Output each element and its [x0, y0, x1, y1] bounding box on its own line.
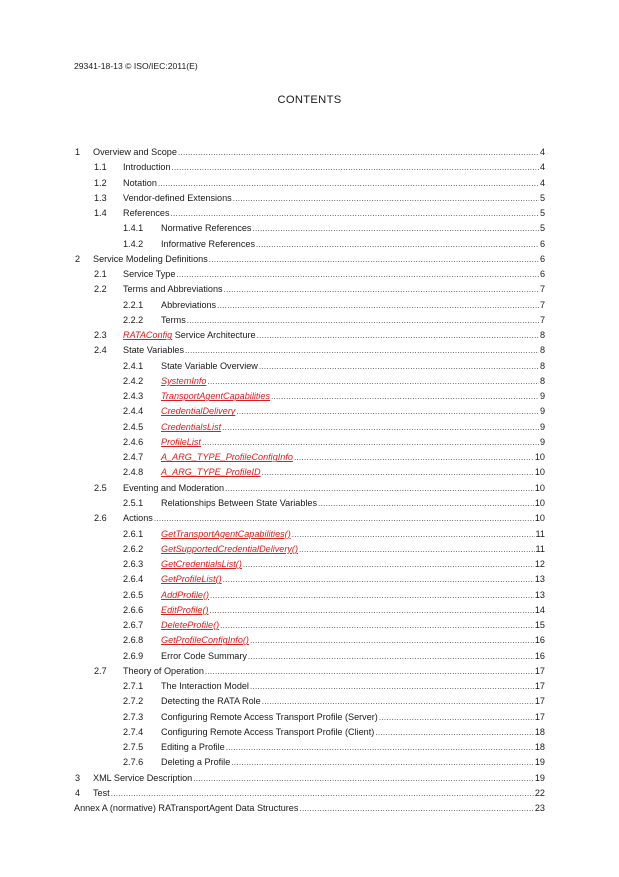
toc-entry[interactable] — [94, 344, 545, 357]
toc-dot-leader — [294, 451, 534, 464]
toc-entry[interactable] — [123, 299, 545, 312]
toc-dot-leader — [225, 482, 534, 495]
toc-page-number: 7 — [539, 299, 545, 310]
toc-page-number: 16 — [534, 650, 545, 661]
toc-entry[interactable] — [123, 680, 545, 693]
toc-entry-title — [161, 436, 201, 449]
toc-entry-number: 2.6.1 — [123, 528, 144, 539]
toc-dot-leader — [172, 161, 539, 174]
toc-entry-number: 4 — [75, 787, 81, 798]
toc-entry-title — [123, 268, 175, 281]
toc-entry-title — [161, 558, 242, 571]
toc-entry-title — [74, 802, 298, 815]
toc-dot-leader — [250, 680, 534, 693]
toc-entry-link[interactable]: GetProfileConfigInfo() — [161, 635, 249, 646]
toc-entry-number: 2 — [75, 253, 81, 264]
toc-entry[interactable] — [123, 451, 545, 464]
toc-entry-text: XML Service Description — [93, 772, 193, 783]
toc-dot-leader — [171, 207, 539, 220]
toc-entry-number: 1.4 — [94, 208, 107, 219]
toc-entry[interactable] — [94, 207, 545, 220]
toc-page-number: 8 — [539, 375, 545, 386]
toc-dot-leader — [262, 695, 534, 708]
toc-dot-leader — [210, 604, 534, 617]
toc-dot-leader — [250, 634, 534, 647]
toc-entry-text: Error Code Summary — [161, 650, 247, 661]
toc-entry-title — [161, 756, 230, 769]
toc-entry-link[interactable]: EditProfile() — [161, 604, 209, 615]
toc-entry-title — [161, 222, 251, 235]
toc-entry[interactable] — [123, 619, 545, 632]
toc-entry-number: 1.2 — [94, 177, 107, 188]
toc-entry-title — [161, 528, 291, 541]
toc-page-number: 22 — [534, 787, 545, 798]
toc-entry-link[interactable]: AddProfile() — [161, 589, 210, 600]
toc-dot-leader — [256, 238, 539, 251]
toc-page-number: 17 — [534, 711, 545, 722]
toc-entry-text: Vendor-defined Extensions — [123, 192, 232, 203]
toc-entry-number: 2.7 — [94, 665, 107, 676]
toc-entry-title — [161, 360, 258, 373]
toc-page-number: 4 — [539, 177, 545, 188]
toc-entry-link[interactable]: A_ARG_TYPE_ProfileID — [161, 467, 261, 478]
toc-entry-text: Detecting the RATA Role — [161, 696, 261, 707]
toc-entry-number: 2.4.8 — [123, 467, 144, 478]
toc-entry-text: Terms and Abbreviations — [123, 284, 223, 295]
toc-entry-title — [161, 405, 235, 418]
toc-entry-number: 2.7.3 — [123, 711, 144, 722]
toc-entry[interactable] — [123, 528, 545, 541]
toc-page-number: 17 — [534, 696, 545, 707]
toc-page-number: 9 — [539, 421, 545, 432]
toc-entry[interactable] — [123, 650, 545, 663]
toc-page-number: 7 — [539, 284, 545, 295]
toc-page-number: 8 — [539, 330, 545, 341]
toc-entry-title — [123, 207, 170, 220]
toc-entry[interactable] — [123, 390, 545, 403]
toc-entry[interactable] — [123, 589, 545, 602]
toc-entry[interactable] — [94, 268, 545, 281]
toc-dot-leader — [243, 558, 534, 571]
toc-page-number: 15 — [534, 620, 545, 631]
toc-entry-title — [161, 726, 374, 739]
toc-entry[interactable] — [94, 329, 545, 342]
toc-entry-number: 2.7.6 — [123, 757, 144, 768]
toc-entry[interactable] — [75, 772, 545, 785]
toc-entry-text: Service Type — [123, 269, 176, 280]
toc-entry-title — [161, 299, 216, 312]
toc-page-number: 6 — [539, 253, 545, 264]
toc-page-number: 19 — [534, 772, 545, 783]
toc-entry-title — [123, 512, 153, 525]
toc-entry-number: 1 — [75, 147, 81, 157]
toc-entry-number: 2.6.4 — [123, 574, 144, 585]
toc-entry-title — [161, 589, 209, 602]
toc-dot-leader — [222, 421, 539, 434]
toc-entry-text: Notation — [123, 177, 157, 188]
document-header: 29341-18-13 © ISO/IEC:2011(E) — [74, 61, 198, 71]
toc-page-number: 23 — [534, 803, 545, 814]
toc-page-number: 10 — [534, 497, 545, 508]
toc-entry-title — [161, 543, 298, 556]
toc-entry[interactable] — [123, 375, 545, 388]
toc-page-number: 7 — [539, 314, 545, 325]
toc-entry-number: 2.2.2 — [123, 314, 144, 325]
toc-entry-number: 2.6.9 — [123, 650, 144, 661]
toc-entry[interactable] — [123, 314, 545, 327]
toc-dot-leader — [231, 756, 534, 769]
toc-entry-number: 2.6.8 — [123, 635, 144, 646]
toc-page-number: 4 — [539, 162, 545, 173]
toc-entry-number: 2.7.4 — [123, 726, 144, 737]
toc-entry-title — [93, 253, 208, 266]
toc-page-number: 4 — [539, 147, 545, 157]
toc-dot-leader — [217, 299, 539, 312]
toc-entry[interactable] — [123, 421, 545, 434]
toc-entry[interactable] — [123, 238, 545, 251]
toc-entry-title — [161, 497, 317, 510]
toc-entry-text: Normative References — [161, 223, 252, 234]
toc-entry[interactable] — [94, 283, 545, 296]
toc-entry-text: Informative References — [161, 238, 256, 249]
toc-dot-leader — [236, 405, 539, 418]
toc-page-number: 10 — [534, 467, 545, 478]
toc-dot-leader — [233, 192, 539, 205]
toc-entry[interactable] — [94, 192, 545, 205]
toc-page-number: 10 — [534, 452, 545, 463]
toc-dot-leader — [202, 436, 539, 449]
toc-entry-link[interactable]: ProfileList — [161, 436, 201, 447]
toc-entry[interactable] — [123, 711, 545, 724]
toc-dot-leader — [226, 741, 534, 754]
toc-dot-leader — [111, 787, 534, 800]
toc-page-number: 11 — [535, 543, 545, 554]
toc-page-number: 8 — [539, 345, 545, 356]
toc-entry-text: Abbreviations — [161, 299, 217, 310]
toc-entry[interactable] — [123, 756, 545, 769]
toc-entry-link[interactable]: GetCredentialsList() — [161, 559, 242, 570]
toc-entry-number: 2.2.1 — [123, 299, 144, 310]
toc-page-number: 11 — [535, 528, 545, 539]
toc-entry-number: 2.4.2 — [123, 375, 144, 386]
toc-entry-text: Overview and Scope — [93, 147, 177, 157]
toc-page-number: 5 — [539, 192, 545, 203]
toc-dot-leader — [252, 222, 538, 235]
toc-entry[interactable] — [123, 695, 545, 708]
toc-dot-leader — [299, 543, 535, 556]
toc-entry-title — [161, 695, 261, 708]
toc-dot-leader — [299, 802, 533, 815]
toc-entry[interactable] — [123, 543, 545, 556]
toc-entry-text: Service Modeling Definitions — [93, 253, 208, 264]
toc-entry[interactable] — [94, 161, 545, 174]
toc-entry-title — [123, 283, 223, 296]
toc-entry-number: 1.3 — [94, 192, 107, 203]
toc-entry-title — [161, 451, 293, 464]
toc-entry[interactable] — [74, 802, 545, 815]
toc-entry-number: 2.7.2 — [123, 696, 144, 707]
toc-page-number: 10 — [534, 482, 545, 493]
toc-entry-title — [161, 466, 261, 479]
toc-entry-number: 2.5 — [94, 482, 107, 493]
toc-dot-leader — [205, 665, 534, 678]
toc-entry-number: 2.4.6 — [123, 436, 144, 447]
toc-dot-leader — [220, 619, 534, 632]
toc-page-number: 13 — [534, 589, 545, 600]
toc-dot-leader — [262, 466, 534, 479]
toc-entry-number: 2.4 — [94, 345, 107, 356]
toc-dot-leader — [379, 711, 534, 724]
toc-dot-leader — [208, 375, 539, 388]
toc-entry-title — [161, 314, 186, 327]
toc-entry-number: 2.6 — [94, 513, 107, 524]
toc-entry-title — [93, 787, 110, 800]
toc-entry-number: 2.6.6 — [123, 604, 144, 615]
toc-entry-text: State Variable Overview — [161, 360, 258, 371]
toc-entry-number: 1.1 — [94, 162, 107, 173]
toc-entry-text: Test — [93, 787, 110, 798]
toc-entry-text: Eventing and Moderation — [123, 482, 225, 493]
toc-dot-leader — [187, 314, 539, 327]
toc-entry-title — [123, 665, 204, 678]
toc-entry[interactable] — [123, 405, 545, 418]
toc-entry-link[interactable]: RATAConfig — [123, 330, 173, 341]
toc-entry-number: 2.4.4 — [123, 406, 144, 417]
page-title: CONTENTS — [277, 94, 342, 106]
toc-entry-number: 1.4.1 — [123, 223, 144, 234]
toc-entry-number: 2.6.7 — [123, 620, 144, 631]
toc-entry-title — [123, 344, 184, 357]
toc-entry-text: Configuring Remote Access Transport Profile (Client) — [161, 726, 375, 737]
toc-entry[interactable] — [75, 146, 545, 159]
toc-entry[interactable] — [75, 253, 545, 266]
toc-dot-leader — [193, 772, 534, 785]
toc-dot-leader — [158, 177, 539, 190]
toc-entry-number: 2.6.3 — [123, 559, 144, 570]
toc-page-number: 5 — [539, 208, 545, 219]
toc-entry-text: References — [123, 208, 170, 219]
toc-entry-link[interactable]: CredentialsList — [161, 421, 222, 432]
toc-entry-text: Configuring Remote Access Transport Profile (Server) — [161, 711, 378, 722]
toc-entry-number: 2.7.1 — [123, 681, 144, 692]
toc-entry[interactable] — [123, 741, 545, 754]
toc-entry-title — [123, 161, 171, 174]
toc-entry-number: 2.1 — [94, 269, 107, 280]
toc-page-number: 8 — [539, 360, 545, 371]
toc-entry[interactable] — [123, 726, 545, 739]
toc-dot-leader — [209, 253, 539, 266]
toc-dot-leader — [224, 283, 539, 296]
toc-entry-title — [93, 772, 192, 785]
toc-dot-leader — [375, 726, 534, 739]
toc-entry-text: Relationships Between State Variables — [161, 497, 318, 508]
toc-dot-leader — [185, 344, 539, 357]
toc-entry-text: Annex A (normative) RATransportAgent Data Structures — [74, 803, 299, 814]
toc-entry[interactable] — [123, 497, 545, 510]
toc-entry-number: 2.4.1 — [123, 360, 144, 371]
toc-page-number: 18 — [534, 726, 545, 737]
toc-page-number: 9 — [539, 391, 545, 402]
toc-page-number: 6 — [539, 238, 545, 249]
toc-entry-title — [123, 482, 224, 495]
toc-entry-title — [123, 177, 157, 190]
toc-entry[interactable] — [123, 222, 545, 235]
toc-page-number: 9 — [539, 406, 545, 417]
toc-entry-link[interactable]: GetProfileList() — [161, 574, 222, 585]
toc-entry-number: 2.2 — [94, 284, 107, 295]
toc-page-number: 5 — [539, 223, 545, 234]
toc-entry[interactable] — [94, 665, 545, 678]
toc-entry-title — [161, 711, 378, 724]
toc-page-number: 19 — [534, 757, 545, 768]
toc-entry[interactable] — [123, 604, 545, 617]
toc-dot-leader — [176, 268, 539, 281]
toc-page-number: 14 — [534, 604, 545, 615]
toc-entry-text: State Variables — [123, 345, 184, 356]
toc-page-number: 10 — [534, 513, 545, 524]
toc-entry-number: 2.6.5 — [123, 589, 144, 600]
toc-entry-number: 3 — [75, 772, 81, 783]
toc-page-number: 6 — [539, 269, 545, 280]
toc-entry-text: Service Architecture — [172, 330, 256, 341]
toc-dot-leader — [257, 329, 539, 342]
toc-entry-text: Theory of Operation — [123, 665, 204, 676]
toc-entry-link[interactable]: GetSupportedCredentialDelivery() — [161, 543, 298, 554]
toc-dot-leader — [259, 360, 539, 373]
toc-dot-leader — [223, 573, 534, 586]
toc-entry-title — [161, 375, 207, 388]
toc-entry-title — [161, 680, 249, 693]
toc-entry-link[interactable]: SystemInfo — [161, 375, 207, 386]
toc-entry-title — [93, 146, 177, 159]
toc-page-number: 16 — [534, 635, 545, 646]
toc-page-number: 17 — [534, 665, 545, 676]
toc-entry-number: 2.5.1 — [123, 497, 144, 508]
toc-page-number: 13 — [534, 574, 545, 585]
toc-page-number: 9 — [539, 436, 545, 447]
toc-entry[interactable] — [123, 466, 545, 479]
toc-entry[interactable] — [94, 177, 545, 190]
toc-entry[interactable] — [123, 573, 545, 586]
toc-entry-link[interactable]: CredentialDelivery — [161, 406, 236, 417]
toc-entry-link[interactable]: DeleteProfile() — [161, 620, 220, 631]
toc-entry[interactable] — [123, 558, 545, 571]
toc-entry[interactable] — [94, 512, 545, 525]
toc-entry-link[interactable]: A_ARG_TYPE_ProfileConfigInfo — [161, 452, 293, 463]
toc-entry-text: Actions — [123, 513, 153, 524]
toc-dot-leader — [292, 528, 535, 541]
toc-entry-number: 2.6.2 — [123, 543, 144, 554]
toc-dot-leader — [271, 390, 539, 403]
toc-entry-text: Introduction — [123, 162, 171, 173]
toc-page-number: 18 — [534, 742, 545, 753]
toc-entry[interactable] — [94, 482, 545, 495]
toc-dot-leader — [154, 512, 534, 525]
toc-entry[interactable] — [123, 360, 545, 373]
toc-entry-title — [161, 650, 247, 663]
toc-entry-link[interactable]: TransportAgentCapabilities — [161, 391, 271, 402]
toc-entry-number: 1.4.2 — [123, 238, 144, 249]
toc-entry-text: Deleting a Profile — [161, 757, 231, 768]
toc-entry-title — [161, 604, 209, 617]
toc-entry-number: 2.4.5 — [123, 421, 144, 432]
toc-entry-number: 2.3 — [94, 330, 107, 341]
toc-entry-title — [161, 390, 270, 403]
toc-page-number: 12 — [534, 559, 545, 570]
toc-entry-title — [161, 741, 225, 754]
toc-entry-link[interactable]: GetTransportAgentCapabilities() — [161, 528, 291, 539]
toc-entry-number: 2.4.3 — [123, 391, 144, 402]
toc-dot-leader — [178, 146, 539, 159]
toc-entry-number: 2.7.5 — [123, 742, 144, 753]
toc-page-number: 17 — [534, 681, 545, 692]
toc-entry-text: Terms — [161, 314, 186, 325]
toc-entry-title — [123, 329, 256, 342]
toc-entry[interactable] — [75, 787, 545, 800]
toc-entry-title — [161, 238, 255, 251]
toc-entry-title — [123, 192, 232, 205]
toc-entry-text: Editing a Profile — [161, 742, 225, 753]
toc-entry-title — [161, 573, 222, 586]
toc-dot-leader — [210, 589, 534, 602]
toc-entry-title — [161, 619, 219, 632]
toc-entry-number: 2.4.7 — [123, 452, 144, 463]
toc-entry-title — [161, 634, 249, 647]
toc-dot-leader — [248, 650, 534, 663]
toc-entry[interactable] — [123, 634, 545, 647]
toc-entry-text: The Interaction Model — [161, 681, 249, 692]
toc-dot-leader — [318, 497, 534, 510]
toc-entry-title — [161, 421, 221, 434]
toc-entry[interactable] — [123, 436, 545, 449]
